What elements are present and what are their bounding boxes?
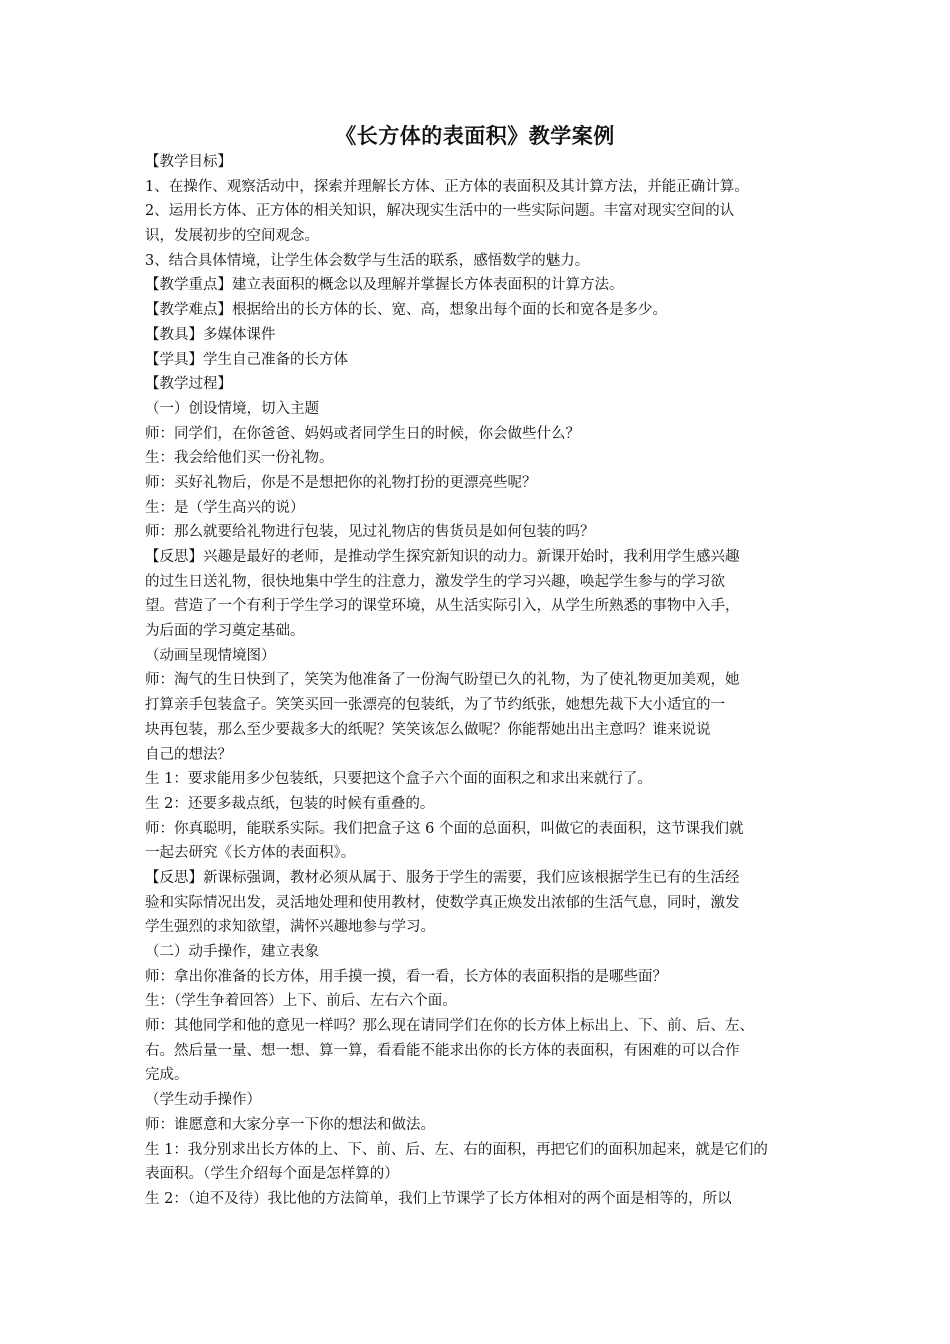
text-line: 3、结合具体情境，让学生体会数学与生活的联系，感悟数学的魅力。: [145, 252, 590, 269]
text-line: 师：其他同学和他的意见一样吗？那么现在请同学们在你的长方体上标出上、下、前、后、左、: [145, 1018, 754, 1035]
text-line: 识，发展初步的空间观念。: [145, 228, 319, 245]
text-line: 【学具】学生自己准备的长方体: [145, 351, 348, 368]
text-line: 自己的想法？: [145, 746, 232, 763]
text-line: 【教学目标】: [145, 154, 232, 170]
text-line: 学生强烈的求知欲望，满怀兴趣地参与学习。: [145, 919, 435, 936]
text-line: 【教学过程】: [145, 376, 232, 393]
text-line: 师：同学们，在你爸爸、妈妈或者同学生日的时候，你会做些什么？: [145, 425, 580, 442]
text-line: （二）动手操作，建立表象: [145, 944, 319, 960]
text-line: 生：是（学生高兴的说）: [145, 499, 305, 516]
text-line: 【教具】多媒体课件: [145, 326, 276, 343]
text-line: 【教学重点】建立表面积的概念以及理解并掌握长方体表面积的计算方法。: [145, 277, 624, 294]
text-line: 的过生日送礼物，很快地集中学生的注意力，激发学生的学习兴趣，唤起学生参与的学习欲: [145, 573, 725, 590]
text-line: 师：拿出你准备的长方体，用手摸一摸，看一看，长方体的表面积指的是哪些面？: [145, 968, 667, 985]
text-line: 一起去研究《长方体的表面积》。: [145, 845, 356, 862]
text-line: 师：淘气的生日快到了，笑笑为他准备了一份淘气盼望已久的礼物，为了使礼物更加美观，她: [145, 672, 740, 689]
text-line: 右。然后量一量、想一想、算一算，看看能不能求出你的长方体的表面积，有困难的可以合作: [145, 1042, 740, 1059]
text-line: 生 2：还要多裁点纸，包装的时候有重叠的。: [145, 795, 435, 812]
text-line: （一）创设情境，切入主题: [145, 400, 319, 417]
text-line: 1、在操作、观察活动中，探索并理解长方体、正方体的表面积及其计算方法，并能正确计算。: [145, 178, 749, 195]
text-line: 生 1：我分别求出长方体的上、下、前、后、左、右的面积，再把它们的面积加起来，就是它们的: [145, 1141, 768, 1158]
document-title: 《长方体的表面积》教学案例: [335, 124, 615, 148]
text-line: 生：我会给他们买一份礼物。: [145, 450, 334, 467]
text-line: 【教学难点】根据给出的长方体的长、宽、高，想象出每个面的长和宽各是多少。: [145, 302, 667, 319]
text-line: 块再包装，那么至少要裁多大的纸呢？笑笑该怎么做呢？你能帮她出出主意吗？谁来说说: [145, 721, 711, 738]
text-line: 生 1：要求能用多少包装纸，只要把这个盒子六个面的面积之和求出来就行了。: [145, 771, 652, 788]
text-line: 师：谁愿意和大家分享一下你的想法和做法。: [145, 1116, 435, 1133]
text-line: 完成。: [145, 1067, 189, 1084]
text-line: 师：那么就要给礼物进行包装，见过礼物店的售货员是如何包装的吗？: [145, 524, 595, 541]
text-line: 师：你真聪明，能联系实际。我们把盒子这 6 个面的总面积，叫做它的表面积，这节课我们就: [145, 820, 744, 837]
text-line: （动画呈现情境图）: [145, 647, 276, 664]
text-line: 表面积。（学生介绍每个面是怎样算的）: [145, 1166, 399, 1183]
text-line: （学生动手操作）: [145, 1092, 261, 1109]
text-line: 打算亲手包装盒子。笑笑买回一张漂亮的包装纸，为了节约纸张，她想先裁下大小适宜的一: [145, 697, 725, 714]
text-line: 生：（学生争着回答）上下、前后、左右六个面。: [145, 993, 457, 1010]
text-line: 2、运用长方体、正方体的相关知识，解决现实生活中的一些实际问题。丰富对现实空间的认: [145, 203, 735, 220]
text-line: 验和实际情况出发，灵活地处理和使用教材，使数学真正焕发出浓郁的生活气息，同时，激发: [145, 894, 740, 911]
text-line: 【反思】新课标强调，教材必须从属于、服务于学生的需要，我们应该根据学生已有的生活经: [145, 869, 740, 886]
text-line: 师：买好礼物后，你是不是想把你的礼物打扮的更漂亮些呢？: [145, 474, 537, 491]
document-body: [145, 150, 805, 1212]
text-line: 为后面的学习奠定基础。: [145, 623, 305, 640]
text-line: 【反思】兴趣是最好的老师，是推动学生探究新知识的动力。新课开始时，我利用学生感兴趣: [145, 549, 740, 565]
text-line: 望。营造了一个有利于学生学习的课堂环境，从生活实际引入，从学生所熟悉的事物中入手，: [145, 598, 740, 615]
text-line: 生 2：（迫不及待）我比他的方法简单，我们上节课学了长方体相对的两个面是相等的，所以: [145, 1190, 732, 1207]
